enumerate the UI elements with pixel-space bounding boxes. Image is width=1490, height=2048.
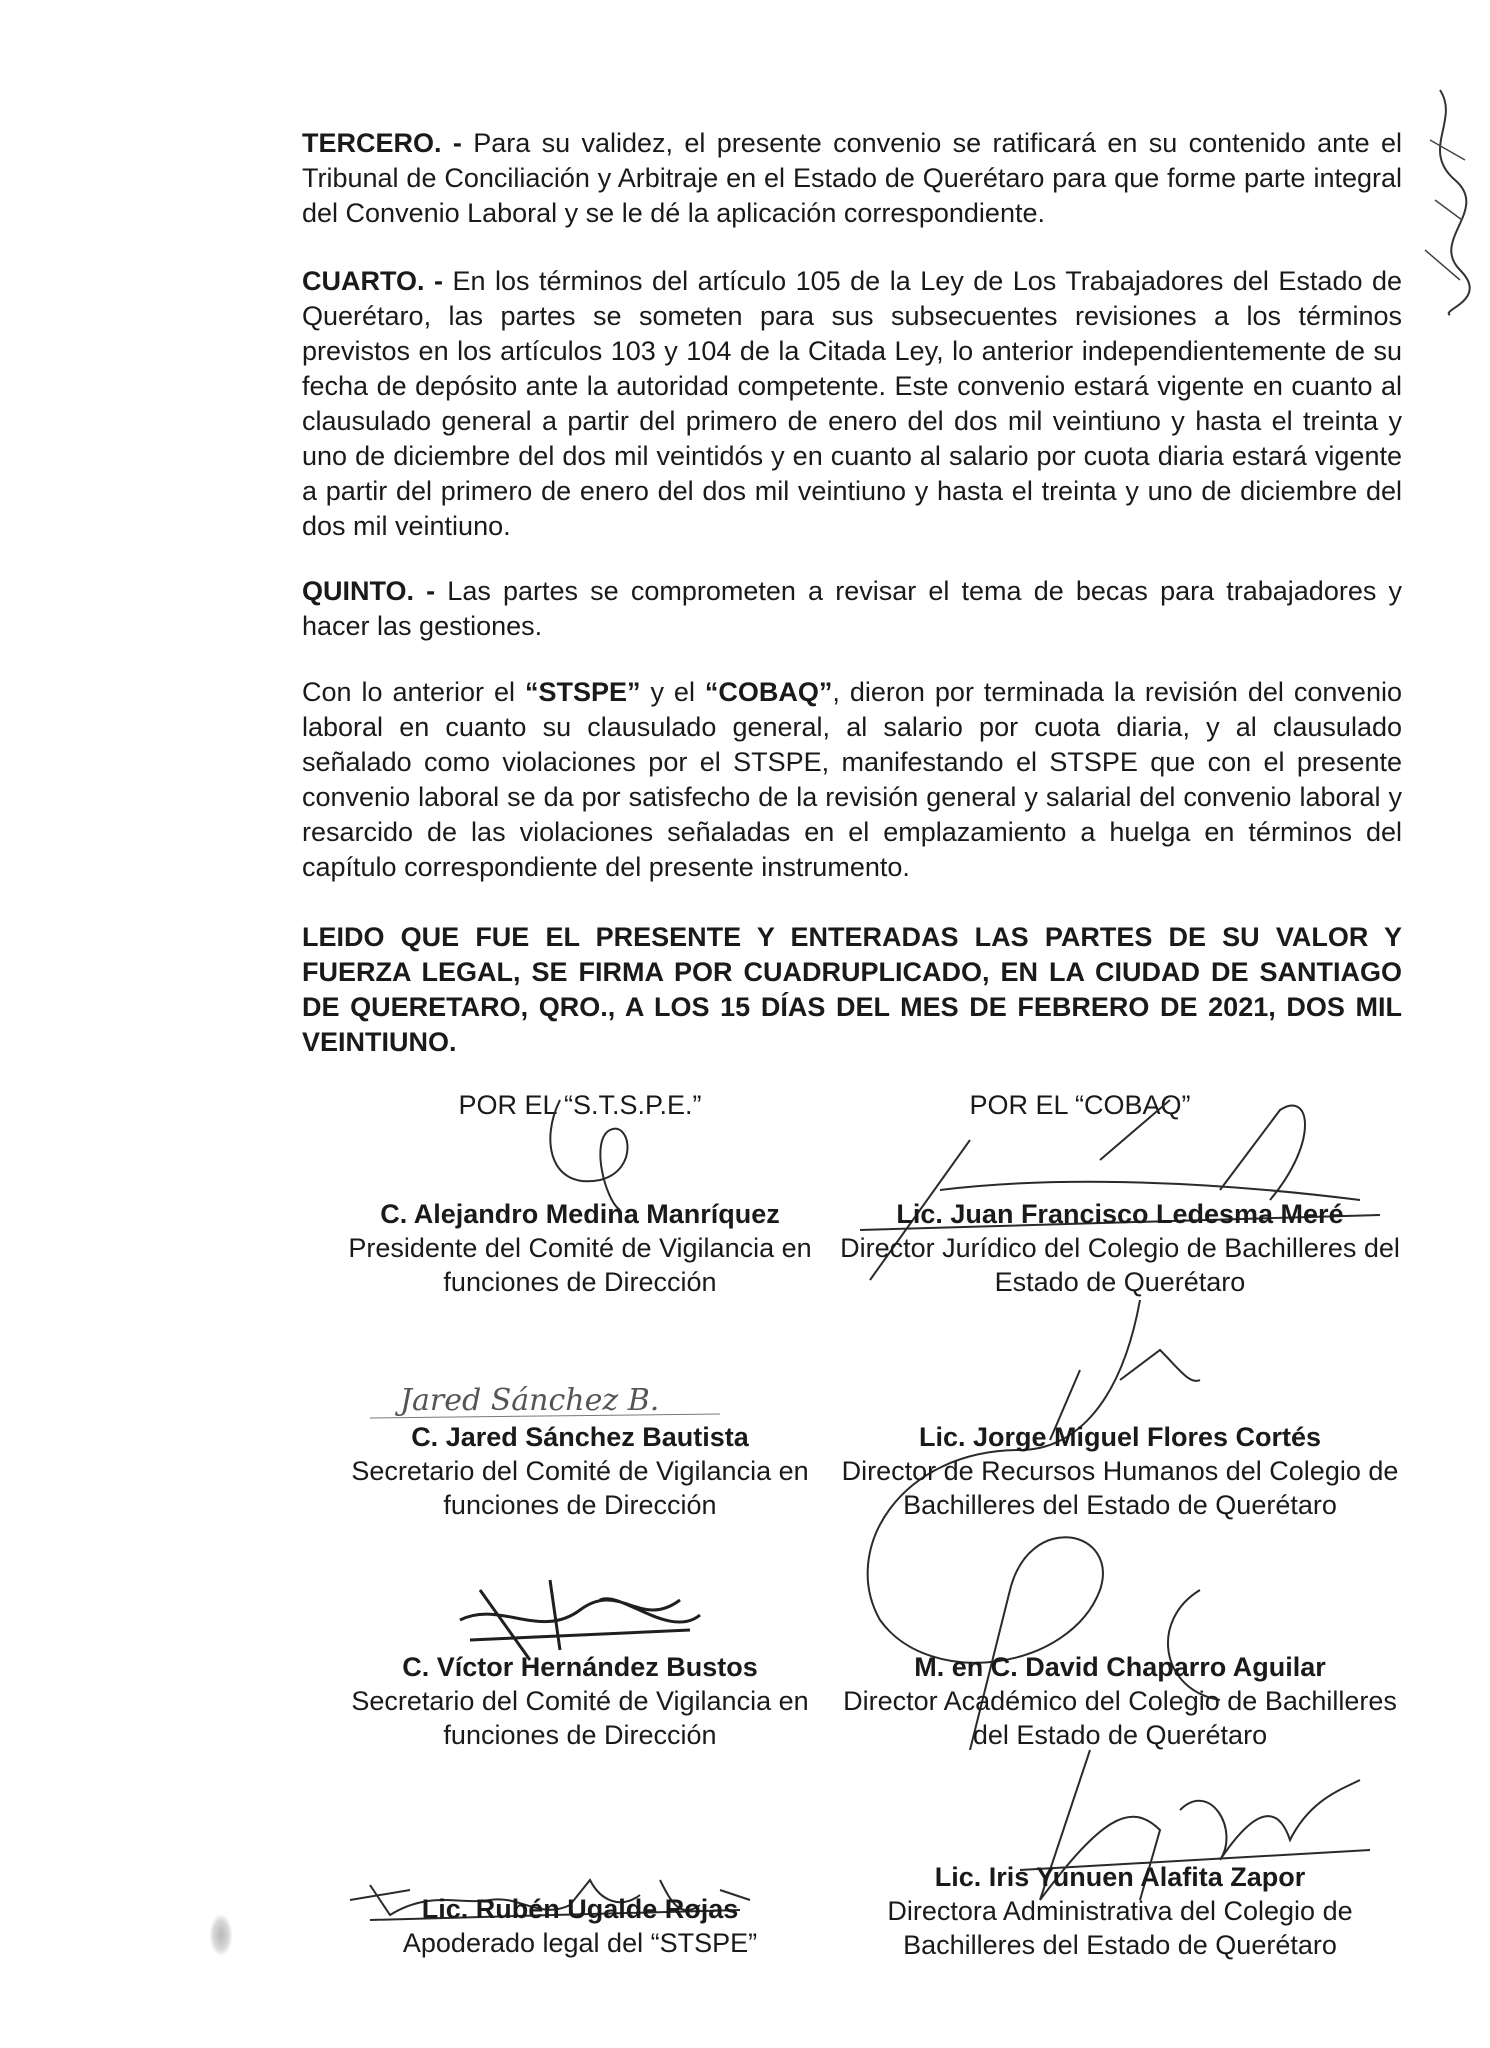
clause-tercero-label: TERCERO. - bbox=[302, 128, 462, 158]
signatory-role: Presidente del Comité de Vigilancia en funciones de Dirección bbox=[348, 1233, 812, 1297]
signatory-role: Apoderado legal del “STSPE” bbox=[402, 1928, 758, 1958]
signatory-alafita bbox=[840, 1860, 1400, 1962]
conclusion-part2: y el bbox=[640, 677, 705, 707]
signatory-name: M. en C. David Chaparro Aguilar bbox=[914, 1652, 1326, 1682]
stspe-header: POR EL “S.T.S.P.E.” bbox=[458, 1090, 702, 1120]
closing-statement: LEIDO QUE FUE EL PRESENTE Y ENTERADAS LAS PARTES DE SU VALOR Y FUERZA LEGAL, SE FIRMA POR CUADRUPLICADO, EN LA CIUDAD DE SANTIAGO DE QUERETARO, QRO., A LOS 15 DÍAS DEL MES DE FEBRERO DE 2021, DOS MIL VEINTIUNO. bbox=[302, 922, 1402, 1057]
signatory-name: Lic. Juan Francisco Ledesma Meré bbox=[896, 1199, 1344, 1229]
signatory-name: C. Alejandro Medina Manríquez bbox=[380, 1199, 780, 1229]
signatory-sanchez bbox=[300, 1420, 860, 1522]
clause-tercero bbox=[302, 126, 1402, 231]
signatory-ledesma bbox=[840, 1197, 1400, 1299]
signatory-ugalde bbox=[300, 1892, 860, 1960]
signatory-name: C. Jared Sánchez Bautista bbox=[411, 1422, 749, 1452]
clause-tercero-text: Para su validez, el presente convenio se ratificará en su contenido ante el Tribunal de Conciliación y Arbitraje en el Estado de Querétaro para que forme parte integral del Convenio Laboral y se le dé la aplicación correspondiente. bbox=[302, 128, 1402, 228]
clause-quinto-label: QUINTO. - bbox=[302, 576, 436, 606]
clause-cuarto-label: CUARTO. - bbox=[302, 266, 443, 296]
signatory-role: Secretario del Comité de Vigilancia en funciones de Dirección bbox=[351, 1686, 809, 1750]
signatory-name: Lic. Rubén Ugalde Rojas bbox=[421, 1894, 739, 1924]
signatory-name: Lic. Iris Yunuen Alafita Zapor bbox=[934, 1862, 1306, 1892]
signatory-hernandez bbox=[300, 1650, 860, 1752]
conclusion-cobaq: “COBAQ” bbox=[704, 677, 833, 707]
clause-quinto-text: Las partes se comprometen a revisar el tema de becas para trabajadores y hacer las gestiones. bbox=[302, 576, 1402, 641]
signatory-name: Lic. Jorge Miguel Flores Cortés bbox=[918, 1422, 1322, 1452]
signatory-role: Director de Recursos Humanos del Colegio de Bachilleres del Estado de Querétaro bbox=[841, 1456, 1399, 1520]
clause-quinto bbox=[302, 574, 1402, 644]
signatory-role: Directora Administrativa del Colegio de Bachilleres del Estado de Querétaro bbox=[887, 1896, 1353, 1960]
svg-text:Jared Sánchez B.: Jared Sánchez B. bbox=[400, 1383, 660, 1418]
cobaq-header: POR EL “COBAQ” bbox=[969, 1090, 1191, 1120]
signatory-name: C. Víctor Hernández Bustos bbox=[402, 1652, 758, 1682]
signatory-chaparro bbox=[840, 1650, 1400, 1752]
clause-cuarto bbox=[302, 264, 1402, 544]
signatory-role: Director Jurídico del Colegio de Bachilleres del Estado de Querétaro bbox=[840, 1233, 1400, 1297]
clause-cuarto-text: En los términos del artículo 105 de la Ley de Los Trabajadores del Estado de Querétaro, las partes se someten para sus subsecuentes revisiones a los términos previstos en los artículos 103 y 104 de la Citada Ley, lo anterior independientemente de su fecha de depósito ante la autoridad competente. Este convenio estará vigente en cuanto al clausulado general a partir del primero de enero del dos mil veintiuno y hasta el treinta y uno de diciembre del dos mil veintidós y en cuanto al salario por cuota diaria estará vigente a partir del primero de enero del dos mil veintiuno y hasta el treinta y uno de diciembre del dos mil veintiuno. bbox=[302, 266, 1403, 541]
signatory-role: Director Académico del Colegio de Bachilleres del Estado de Querétaro bbox=[843, 1686, 1397, 1750]
conclusion-part3: , dieron por terminada la revisión del convenio laboral en cuanto su clausulado general, al salario por cuota diaria, y al clausulado señalado como violaciones por el STSPE, manifestando el STSPE que con el presente convenio laboral se da por satisfecho de la revisión general y salarial del convenio laboral y resarcido de las violaciones señaladas en el emplazamiento a huelga en términos del capítulo correspondiente del presente instrumento. bbox=[302, 677, 1402, 882]
signatory-role: Secretario del Comité de Vigilancia en funciones de Dirección bbox=[351, 1456, 809, 1520]
conclusion-stspe: “STSPE” bbox=[524, 677, 641, 707]
margin-signature bbox=[1400, 80, 1480, 320]
conclusion-part1: Con lo anterior el bbox=[302, 677, 525, 707]
signatory-flores bbox=[840, 1420, 1400, 1522]
ink-smudge bbox=[210, 1915, 232, 1955]
conclusion-paragraph bbox=[302, 675, 1402, 885]
signatory-medina bbox=[300, 1197, 860, 1299]
